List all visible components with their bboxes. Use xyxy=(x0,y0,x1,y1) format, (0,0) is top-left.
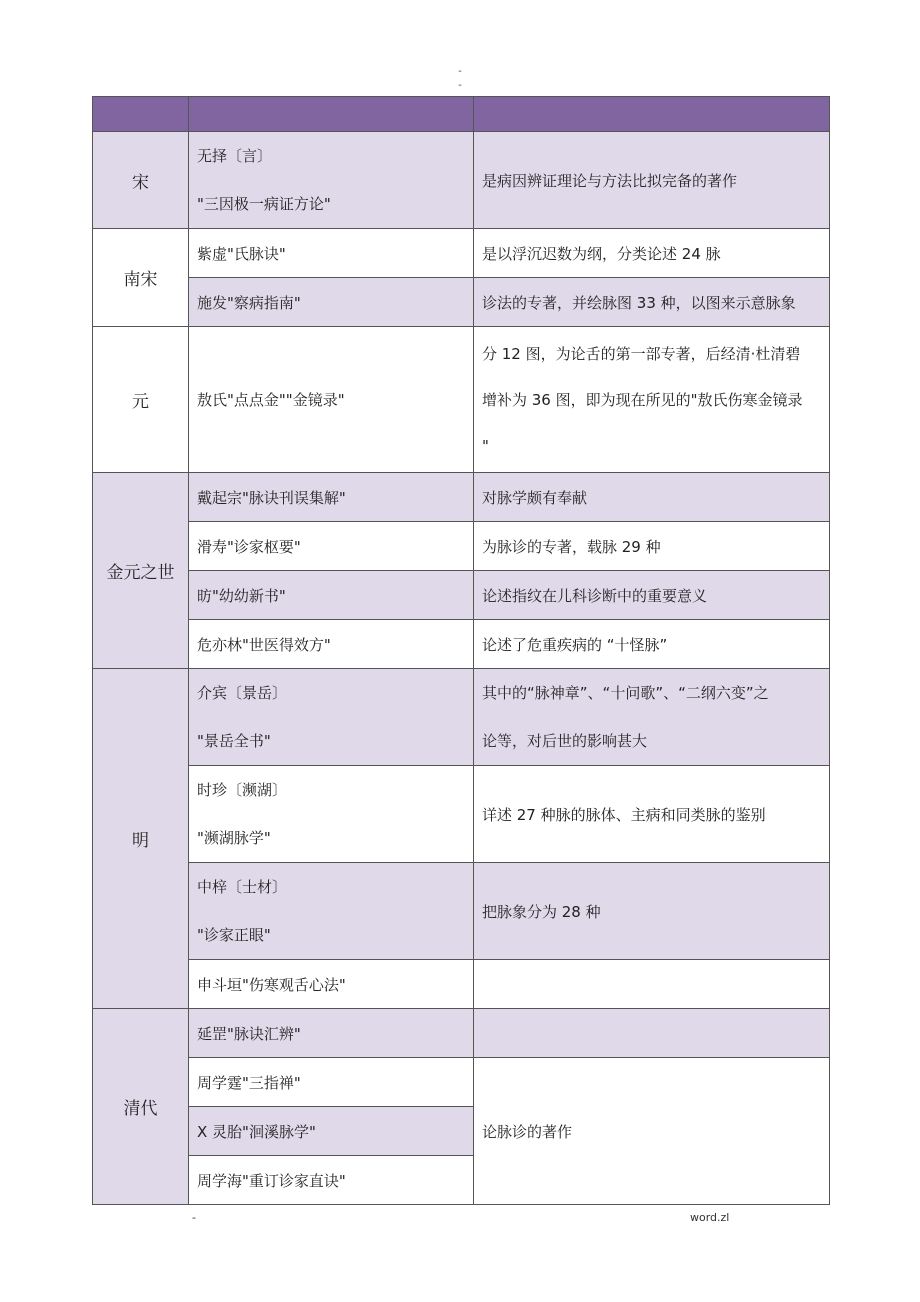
desc-cell: 论述了危重疾病的 “十怪脉” xyxy=(474,620,830,669)
work-cell: 戴起宗"脉诀刊误集解" xyxy=(189,473,474,522)
header-cell xyxy=(474,97,830,132)
table-row xyxy=(93,1058,830,1107)
work-cell: 申斗垣"伤寒观舌心法" xyxy=(189,960,474,1009)
work-cell: 周学海"重订诊家直诀" xyxy=(189,1156,474,1205)
table-row xyxy=(93,960,830,1009)
header-mark: - xyxy=(458,66,462,77)
work-cell: 危亦林"世医得效方" xyxy=(189,620,474,669)
work-cell: 敖氏"点点金""金镜录" xyxy=(189,327,474,473)
table-row xyxy=(93,669,830,766)
era-cell: 清代 xyxy=(93,1009,189,1205)
footer-left: - xyxy=(192,1211,196,1224)
desc-cell: 是以浮沉迟数为纲，分类论述 24 脉 xyxy=(474,229,830,278)
work-cell: 中梓〔士材〕 "诊家正眼" xyxy=(189,863,474,960)
desc-cell xyxy=(474,960,830,1009)
work-cell: X 灵胎"洄溪脉学" xyxy=(189,1107,474,1156)
table-row xyxy=(93,327,830,473)
desc-cell: 论述指纹在儿科诊断中的重要意义 xyxy=(474,571,830,620)
desc-cell: 其中的“脉神章”、“十问歌”、“二纲六变”之 论等，对后世的影响甚大 xyxy=(474,669,830,766)
desc-cell: 详述 27 种脉的脉体、主病和同类脉的鉴别 xyxy=(474,766,830,863)
work-cell: 紫虚"氏脉诀" xyxy=(189,229,474,278)
table-row xyxy=(93,229,830,278)
table-row xyxy=(93,766,830,863)
desc-cell: 论脉诊的著作 xyxy=(474,1058,830,1205)
header-cell xyxy=(189,97,474,132)
era-cell: 明 xyxy=(93,669,189,1009)
work-cell: 延罡"脉诀汇辨" xyxy=(189,1009,474,1058)
desc-cell: 对脉学颇有奉献 xyxy=(474,473,830,522)
table-row xyxy=(93,571,830,620)
desc-cell: 是病因辨证理论与方法比拟完备的著作 xyxy=(474,132,830,229)
desc-cell xyxy=(474,1009,830,1058)
desc-cell: 分 12 图，为论舌的第一部专著，后经清·杜清碧 增补为 36 图，即为现在所见的"敖氏伤寒金镜录 " xyxy=(474,327,830,473)
era-cell: 南宋 xyxy=(93,229,189,327)
table-row xyxy=(93,863,830,960)
work-cell: 无择〔言〕 "三因极一病证方论" xyxy=(189,132,474,229)
footer-right: word.zl xyxy=(690,1211,730,1224)
header-mark: - xyxy=(458,80,462,91)
table-row xyxy=(93,132,830,229)
work-cell: 昉"幼幼新书" xyxy=(189,571,474,620)
table-row xyxy=(93,473,830,522)
desc-cell: 为脉诊的专著，载脉 29 种 xyxy=(474,522,830,571)
work-cell: 周学霆"三指禅" xyxy=(189,1058,474,1107)
table-row xyxy=(93,522,830,571)
desc-cell: 把脉象分为 28 种 xyxy=(474,863,830,960)
era-cell: 元 xyxy=(93,327,189,473)
work-cell: 施发"察病指南" xyxy=(189,278,474,327)
era-cell: 金元之世 xyxy=(93,473,189,669)
work-cell: 介宾〔景岳〕 "景岳全书" xyxy=(189,669,474,766)
history-table xyxy=(92,96,830,1205)
work-cell: 滑寿"诊家枢要" xyxy=(189,522,474,571)
work-cell: 时珍〔濒湖〕 "濒湖脉学" xyxy=(189,766,474,863)
table-row xyxy=(93,278,830,327)
header-cell xyxy=(93,97,189,132)
table-row xyxy=(93,1009,830,1058)
table-row xyxy=(93,620,830,669)
table-header-row xyxy=(93,97,830,132)
era-cell: 宋 xyxy=(93,132,189,229)
desc-cell: 诊法的专著，并绘脉图 33 种，以图来示意脉象 xyxy=(474,278,830,327)
